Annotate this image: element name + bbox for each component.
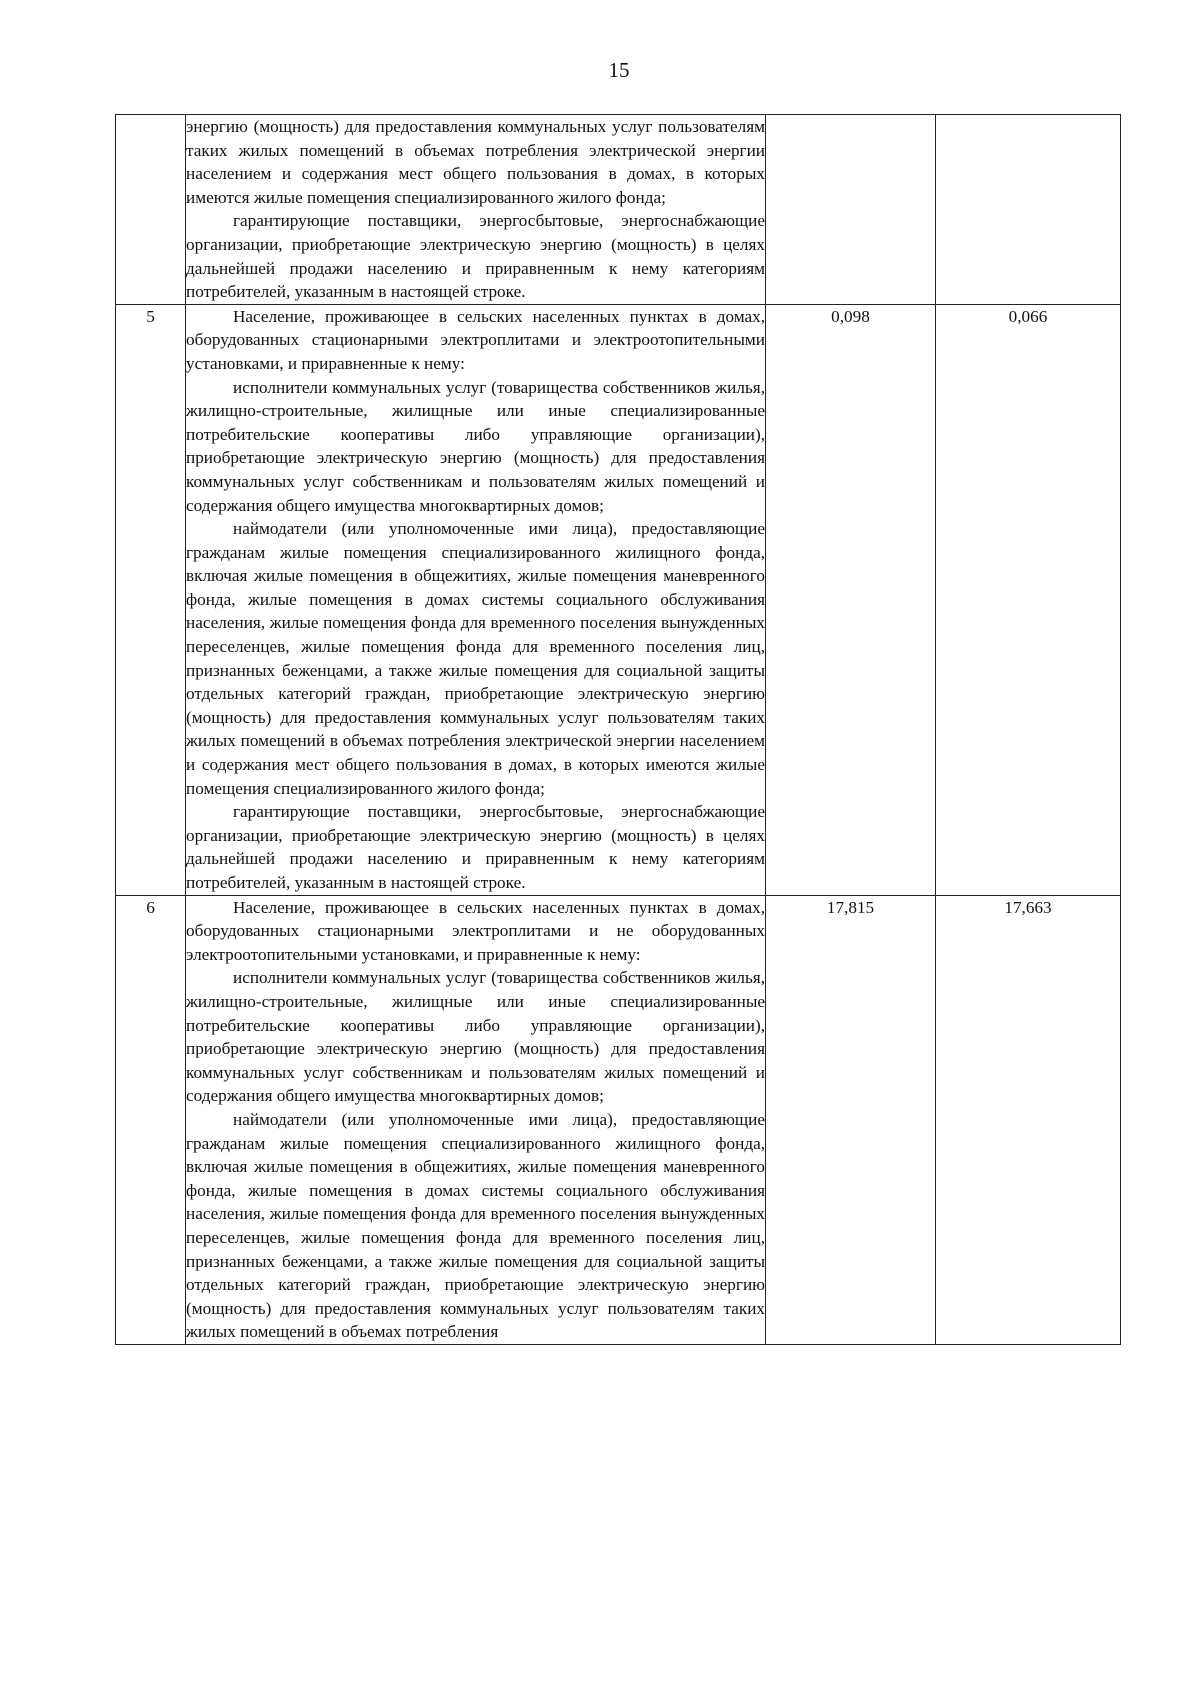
description-paragraph: исполнители коммунальных услуг (товарищества собственников жилья, жилищно-строительные, жилищные или иные специализированные потребительские кооперативы либо управляющие организации), приобретающие электрическую энергию (мощность) для предоставления коммунальных услуг собственникам и пользователям жилых помещений и содержания общего имущества многоквартирных домов; [186, 377, 765, 515]
row-description [186, 115, 766, 305]
value-first-half: 17,815 [766, 895, 936, 1344]
description-paragraph: наймодатели (или уполномоченные ими лица), предоставляющие гражданам жилые помещения специализированного жилищного фонда, включая жилые помещения в общежитиях, жилые помещения маневренного фонда, жилые помещения в домах системы социального обслуживания населения, жилые помещения фонда для временного поселения вынужденных переселенцев, жилые помещения фонда для временного поселения лиц, признанных беженцами, а также жилые помещения для социальной защиты отдельных категорий граждан, приобретающие электрическую энергию (мощность) для предоставления коммунальных услуг пользователям таких жилых помещений в объемах потребления [186, 1109, 765, 1342]
description-paragraph: Население, проживающее в сельских населенных пунктах в домах, оборудованных стационарными электроплитами и не оборудованных электроотопительными установками, и приравненные к нему: [186, 897, 765, 964]
description-paragraph: гарантирующие поставщики, энергосбытовые, энергоснабжающие организации, приобретающие электрическую энергию (мощность) в целях дальнейшей продажи населению и приравненным к нему категориям потребителей, указанным в настоящей строке. [186, 802, 765, 892]
value-second-half: 0,066 [936, 304, 1121, 895]
description-paragraph: исполнители коммунальных услуг (товарищества собственников жилья, жилищно-строительные, жилищные или иные специализированные потребительские кооперативы либо управляющие организации), приобретающие электрическую энергию (мощность) для предоставления коммунальных услуг собственникам и пользователям жилых помещений и содержания общего имущества многоквартирных домов; [186, 968, 765, 1106]
tariff-table [115, 114, 1121, 1345]
table-body [116, 115, 1121, 1345]
value-first-half [766, 115, 936, 305]
row-number: 5 [116, 304, 186, 895]
description-paragraph: Население, проживающее в сельских населенных пунктах в домах, оборудованных стационарными электроплитами и электроотопительными установками, и приравненные к нему: [186, 306, 765, 373]
value-second-half: 17,663 [936, 895, 1121, 1344]
value-first-half: 0,098 [766, 304, 936, 895]
row-description [186, 895, 766, 1344]
page-number: 15 [608, 58, 630, 82]
description-paragraph: энергию (мощность) для предоставления коммунальных услуг пользователям таких жилых помещений в объемах потребления электрической энергии населением и содержания мест общего пользования в домах, в которых имеются жилые помещения специализированного жилого фонда; [186, 117, 765, 207]
table-row [116, 895, 1121, 1344]
table-row [116, 304, 1121, 895]
description-paragraph: наймодатели (или уполномоченные ими лица), предоставляющие гражданам жилые помещения специализированного жилищного фонда, включая жилые помещения в общежитиях, жилые помещения маневренного фонда, жилые помещения в домах системы социального обслуживания населения, жилые помещения фонда для временного поселения вынужденных переселенцев, жилые помещения фонда для временного поселения лиц, признанных беженцами, а также жилые помещения для социальной защиты отдельных категорий граждан, приобретающие электрическую энергию (мощность) для предоставления коммунальных услуг пользователям таких жилых помещений в объемах потребления электрической энергии населением и содержания мест общего пользования в домах, в которых имеются жилые помещения специализированного жилого фонда; [186, 519, 765, 798]
row-number [116, 115, 186, 305]
description-paragraph: гарантирующие поставщики, энергосбытовые, энергоснабжающие организации, приобретающие электрическую энергию (мощность) в целях дальнейшей продажи населению и приравненным к нему категориям потребителей, указанным в настоящей строке. [186, 211, 765, 302]
row-number: 6 [116, 895, 186, 1344]
value-second-half [936, 115, 1121, 305]
table-row [116, 115, 1121, 305]
row-description [186, 304, 766, 895]
